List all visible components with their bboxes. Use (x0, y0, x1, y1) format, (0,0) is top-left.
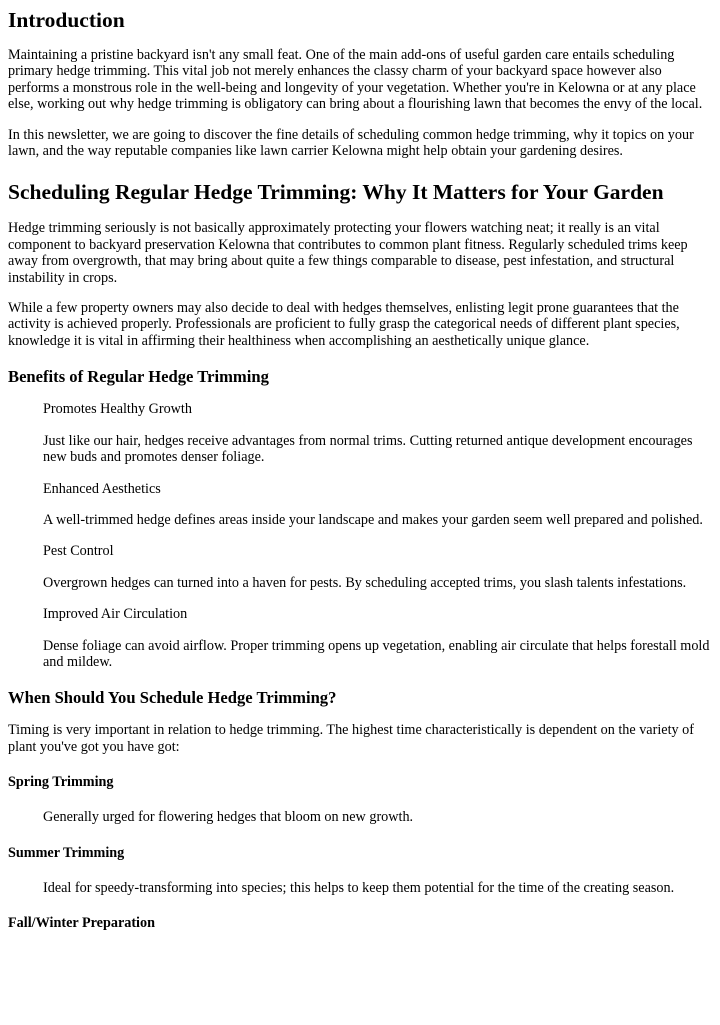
intro-heading: Introduction (8, 8, 125, 32)
main-paragraph-1: Hedge trimming seriously is not basically approximately protecting your flowers watching neat; it really is an vital component to backyard preservation Kelowna that contributes to common plant fitness. Regularly scheduled trims keep away from overgrowth, that may bring about quite a few things comparable to disease, pest infestation, and structural instability in crops. (8, 220, 688, 286)
timing-section (8, 688, 714, 931)
benefit-title: Enhanced Aesthetics (43, 480, 161, 497)
timing-heading: When Should You Schedule Hedge Trimming? (8, 688, 337, 708)
benefits-section (8, 367, 714, 670)
benefit-title: Promotes Healthy Growth (43, 401, 192, 418)
benefit-text: Just like our hair, hedges receive advantages from normal trims. Cutting returned antique development encourages new buds and promotes denser foliage. (43, 432, 693, 466)
benefit-title: Pest Control (43, 543, 114, 560)
fall-heading: Fall/Winter Preparation (8, 914, 155, 931)
summer-text: Ideal for speedy-transforming into species; this helps to keep them potential for the time of the creating season. (43, 879, 675, 896)
benefit-text: Dense foliage can avoid airflow. Proper trimming opens up vegetation, enabling air circulate that helps forestall mold and mildew. (43, 637, 710, 670)
main-paragraph-2: While a few property owners may also decide to deal with hedges themselves, enlisting legit prone guarantees that the activity is achieved properly. Professionals are proficient to fully grasp the categorical needs of different plant species, knowledge it is vital in affirming their healthiness when accomplishing an aesthetically unique glance. (8, 300, 680, 349)
benefit-title: Improved Air Circulation (43, 606, 188, 623)
timing-paragraph: Timing is very important in relation to hedge trimming. The highest time characteristically is dependent on the variety of plant you've got you have got: (8, 722, 694, 755)
summer-heading: Summer Trimming (8, 844, 125, 861)
intro-paragraph-1: Maintaining a pristine backyard isn't any small feat. One of the main add-ons of useful garden care entails scheduling primary hedge trimming. This vital job not merely enhances the classy charm of your backyard space however also performs a monstrous role in the well-being and longevity of your vegetation. Whether you're in Kelowna or at any place else, working out why hedge trimming is obligatory can bring about a flourishing lawn that becomes the envy of the local. (8, 47, 703, 113)
article (0, 8, 714, 931)
spring-text: Generally urged for flowering hedges that bloom on new growth. (43, 809, 414, 826)
spring-heading: Spring Trimming (8, 774, 114, 791)
benefit-text: Overgrown hedges can turned into a haven for pests. By scheduling accepted trims, you slash talents infestations. (43, 574, 687, 591)
intro-paragraph-2: In this newsletter, we are going to discover the fine details of scheduling common hedge trimming, why it topics on your lawn, and the way reputable companies like lawn carrier Kelowna might help obtain your gardening desires. (8, 126, 694, 160)
benefits-heading: Benefits of Regular Hedge Trimming (8, 367, 269, 387)
main-heading: Scheduling Regular Hedge Trimming: Why It Matters for Your Garden (8, 180, 664, 205)
benefit-text: A well-trimmed hedge defines areas inside your landscape and makes your garden seem well prepared and polished. (43, 511, 703, 528)
